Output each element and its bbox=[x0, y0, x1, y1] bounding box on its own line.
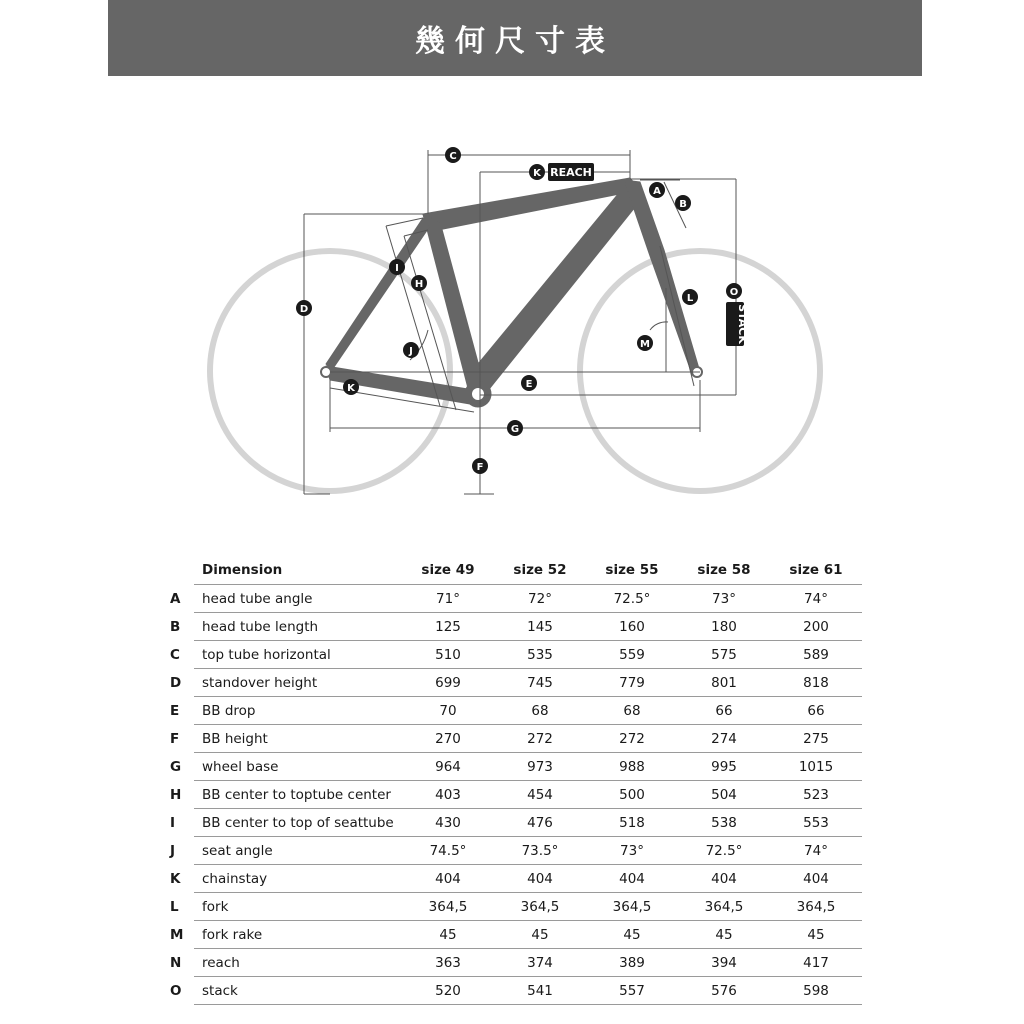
marker-c bbox=[445, 147, 461, 163]
row-value: 45 bbox=[586, 921, 678, 949]
table-row bbox=[168, 977, 862, 1005]
row-value: 801 bbox=[678, 669, 770, 697]
marker-m bbox=[637, 335, 653, 351]
row-letter: B bbox=[170, 618, 181, 635]
header-size-61: size 61 bbox=[770, 556, 862, 585]
row-value: 518 bbox=[586, 809, 678, 837]
marker-f bbox=[472, 458, 488, 474]
row-value: 270 bbox=[402, 725, 494, 753]
row-value: 541 bbox=[494, 977, 586, 1005]
row-value: 818 bbox=[770, 669, 862, 697]
row-value: 45 bbox=[494, 921, 586, 949]
row-value: 73° bbox=[586, 837, 678, 865]
row-dimension-name: BB drop bbox=[194, 697, 402, 725]
row-value: 180 bbox=[678, 613, 770, 641]
row-value: 364,5 bbox=[586, 893, 678, 921]
row-dimension-name: chainstay bbox=[194, 865, 402, 893]
row-value: 74.5° bbox=[402, 837, 494, 865]
row-dimension-name: standover height bbox=[194, 669, 402, 697]
row-dimension-name: reach bbox=[194, 949, 402, 977]
marker-i-label: I bbox=[395, 263, 399, 274]
row-value: 72.5° bbox=[678, 837, 770, 865]
row-value: 364,5 bbox=[770, 893, 862, 921]
row-value: 553 bbox=[770, 809, 862, 837]
row-value: 500 bbox=[586, 781, 678, 809]
row-value: 275 bbox=[770, 725, 862, 753]
row-value: 504 bbox=[678, 781, 770, 809]
row-value: 589 bbox=[770, 641, 862, 669]
row-letter: D bbox=[170, 674, 182, 691]
marker-l-label: L bbox=[686, 293, 694, 304]
marker-a bbox=[649, 182, 665, 198]
row-letter: J bbox=[170, 842, 176, 859]
row-value: 364,5 bbox=[402, 893, 494, 921]
row-value: 535 bbox=[494, 641, 586, 669]
row-letter: G bbox=[170, 758, 182, 775]
row-value: 576 bbox=[678, 977, 770, 1005]
marker-l bbox=[682, 289, 698, 305]
row-value: 274 bbox=[678, 725, 770, 753]
marker-c-label: C bbox=[449, 151, 457, 162]
marker-k-label: K bbox=[347, 383, 355, 394]
row-value: 125 bbox=[402, 613, 494, 641]
row-value: 145 bbox=[494, 613, 586, 641]
row-dimension-name: stack bbox=[194, 977, 402, 1005]
marker-b bbox=[675, 195, 691, 211]
row-value: 964 bbox=[402, 753, 494, 781]
row-value: 598 bbox=[770, 977, 862, 1005]
row-value: 363 bbox=[402, 949, 494, 977]
table-row bbox=[168, 641, 862, 669]
row-value: 74° bbox=[770, 837, 862, 865]
row-dimension-name: fork rake bbox=[194, 921, 402, 949]
stack-badge bbox=[726, 302, 749, 346]
table-row bbox=[168, 837, 862, 865]
row-value: 71° bbox=[402, 585, 494, 613]
reach-badge bbox=[548, 163, 594, 181]
row-value: 454 bbox=[494, 781, 586, 809]
row-dimension-name: fork bbox=[194, 893, 402, 921]
bike-frame bbox=[321, 178, 702, 407]
marker-d bbox=[296, 300, 312, 316]
header-size-49: size 49 bbox=[402, 556, 494, 585]
row-letter: H bbox=[170, 786, 182, 803]
table-row bbox=[168, 585, 862, 613]
table-row bbox=[168, 613, 862, 641]
header-size-58: size 58 bbox=[678, 556, 770, 585]
table-body bbox=[168, 585, 862, 1005]
marker-n-label: K bbox=[533, 168, 541, 179]
row-dimension-name: BB height bbox=[194, 725, 402, 753]
marker-h bbox=[411, 275, 427, 291]
marker-a-label: A bbox=[653, 186, 661, 197]
row-value: 973 bbox=[494, 753, 586, 781]
row-value: 1015 bbox=[770, 753, 862, 781]
row-value: 272 bbox=[494, 725, 586, 753]
marker-d-label: D bbox=[299, 304, 309, 315]
marker-o-label: O bbox=[729, 287, 739, 298]
row-value: 66 bbox=[770, 697, 862, 725]
row-value: 364,5 bbox=[678, 893, 770, 921]
marker-h-label: H bbox=[414, 279, 424, 290]
row-letter: K bbox=[170, 870, 181, 887]
row-dimension-name: head tube angle bbox=[194, 585, 402, 613]
row-value: 73.5° bbox=[494, 837, 586, 865]
row-value: 200 bbox=[770, 613, 862, 641]
marker-j-label: J bbox=[409, 346, 413, 357]
row-value: 510 bbox=[402, 641, 494, 669]
row-value: 404 bbox=[494, 865, 586, 893]
table-row bbox=[168, 669, 862, 697]
table-row bbox=[168, 697, 862, 725]
row-value: 404 bbox=[770, 865, 862, 893]
row-value: 417 bbox=[770, 949, 862, 977]
stack-label: STACK bbox=[736, 304, 749, 344]
geometry-table bbox=[168, 556, 862, 1005]
row-value: 575 bbox=[678, 641, 770, 669]
marker-i bbox=[389, 259, 405, 275]
row-value: 779 bbox=[586, 669, 678, 697]
row-value: 364,5 bbox=[494, 893, 586, 921]
row-letter: O bbox=[170, 982, 182, 999]
reach-label: REACH bbox=[550, 166, 592, 179]
marker-k bbox=[343, 379, 359, 395]
marker-n bbox=[529, 164, 545, 180]
row-value: 988 bbox=[586, 753, 678, 781]
marker-b-label: B bbox=[679, 199, 687, 210]
row-value: 73° bbox=[678, 585, 770, 613]
marker-g bbox=[507, 420, 523, 436]
row-dimension-name: BB center to toptube center bbox=[194, 781, 402, 809]
row-value: 699 bbox=[402, 669, 494, 697]
table-row bbox=[168, 949, 862, 977]
row-value: 403 bbox=[402, 781, 494, 809]
row-letter: M bbox=[170, 926, 184, 943]
row-letter: E bbox=[170, 702, 180, 719]
row-value: 557 bbox=[586, 977, 678, 1005]
row-letter: N bbox=[170, 954, 182, 971]
table-row bbox=[168, 781, 862, 809]
row-value: 74° bbox=[770, 585, 862, 613]
marker-o bbox=[726, 283, 742, 299]
row-value: 45 bbox=[770, 921, 862, 949]
row-value: 404 bbox=[586, 865, 678, 893]
row-value: 68 bbox=[586, 697, 678, 725]
row-letter: C bbox=[170, 646, 180, 663]
row-value: 394 bbox=[678, 949, 770, 977]
table-header-row bbox=[168, 556, 862, 585]
header-size-52: size 52 bbox=[494, 556, 586, 585]
row-value: 45 bbox=[678, 921, 770, 949]
row-letter: I bbox=[170, 814, 176, 831]
row-letter: A bbox=[170, 590, 181, 607]
marker-g-label: G bbox=[510, 424, 520, 435]
row-value: 745 bbox=[494, 669, 586, 697]
table-row bbox=[168, 893, 862, 921]
row-value: 538 bbox=[678, 809, 770, 837]
row-value: 68 bbox=[494, 697, 586, 725]
row-letter: F bbox=[170, 730, 180, 747]
row-value: 404 bbox=[402, 865, 494, 893]
marker-e-label: E bbox=[525, 379, 533, 390]
row-dimension-name: BB center to top of seattube bbox=[194, 809, 402, 837]
row-value: 559 bbox=[586, 641, 678, 669]
header-letter-cell bbox=[168, 556, 194, 585]
marker-m-label: M bbox=[640, 339, 650, 350]
row-value: 374 bbox=[494, 949, 586, 977]
header-size-55: size 55 bbox=[586, 556, 678, 585]
row-value: 66 bbox=[678, 697, 770, 725]
row-dimension-name: seat angle bbox=[194, 837, 402, 865]
row-dimension-name: wheel base bbox=[194, 753, 402, 781]
row-dimension-name: head tube length bbox=[194, 613, 402, 641]
table-row bbox=[168, 753, 862, 781]
marker-e bbox=[521, 375, 537, 391]
page-title: 幾何尺寸表 bbox=[415, 24, 615, 59]
marker-f-label: F bbox=[476, 462, 484, 473]
row-letter: L bbox=[170, 898, 179, 915]
marker-j bbox=[403, 342, 419, 358]
row-value: 430 bbox=[402, 809, 494, 837]
row-value: 45 bbox=[402, 921, 494, 949]
header-dimension: Dimension bbox=[194, 556, 402, 585]
row-dimension-name: top tube horizontal bbox=[194, 641, 402, 669]
table-row bbox=[168, 809, 862, 837]
table-row bbox=[168, 921, 862, 949]
row-value: 160 bbox=[586, 613, 678, 641]
row-value: 995 bbox=[678, 753, 770, 781]
row-value: 520 bbox=[402, 977, 494, 1005]
row-value: 389 bbox=[586, 949, 678, 977]
row-value: 72.5° bbox=[586, 585, 678, 613]
table-row bbox=[168, 725, 862, 753]
row-value: 404 bbox=[678, 865, 770, 893]
row-value: 523 bbox=[770, 781, 862, 809]
row-value: 72° bbox=[494, 585, 586, 613]
row-value: 272 bbox=[586, 725, 678, 753]
table-row bbox=[168, 865, 862, 893]
row-value: 476 bbox=[494, 809, 586, 837]
row-value: 70 bbox=[402, 697, 494, 725]
